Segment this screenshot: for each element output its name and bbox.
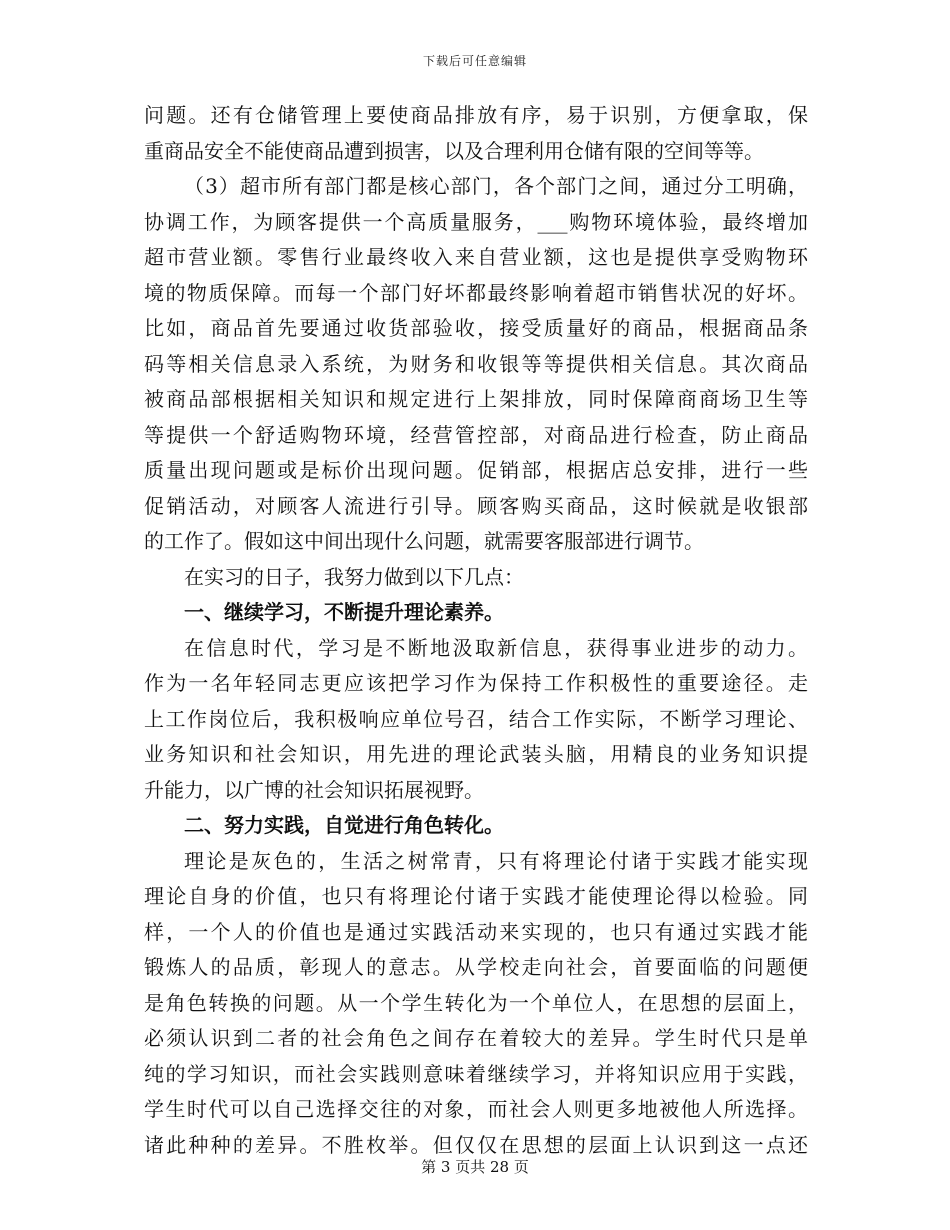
- text-line: 的工作了。假如这中间出现什么问题，就需要客服部进行调节。: [144, 529, 704, 553]
- text-line: 锻炼人的品质，彰现人的意志。从学校走向社会，首要面临的问题便: [144, 955, 808, 979]
- page-footer: 第 3 页共 28 页: [421, 1158, 529, 1176]
- text-line: 业务知识和社会知识，用先进的理论武装头脑，用精良的业务知识提: [144, 742, 808, 766]
- text-line: （3）超市所有部门都是核心部门，各个部门之间，通过分工明确，: [184, 174, 808, 198]
- text-line: 被商品部根据相关知识和规定进行上架排放，同时保障商商场卫生等: [144, 387, 808, 411]
- text-line: 升能力，以广博的社会知识拓展视野。: [144, 777, 484, 802]
- text-line: 是角色转换的问题。从一个学生转化为一个单位人，在思想的层面上，: [144, 990, 808, 1015]
- section-heading: 二、努力实践，自觉进行角色转化。: [184, 813, 504, 837]
- text-line: 诸此种种的差异。不胜枚举。但仅仅在思想的层面上认识到这一点还: [144, 1132, 808, 1157]
- text-line: 等提供一个舒适购物环境，经营管控部，对商品进行检查，防止商品: [144, 422, 808, 447]
- text-line: 理论是灰色的，生活之树常青，只有将理论付诸于实践才能实现: [184, 848, 808, 873]
- page-header: 下载后可任意编辑: [422, 54, 527, 68]
- text-line: 在实习的日子，我努力做到以下几点：: [184, 564, 524, 589]
- text-line: 促销活动，对顾客人流进行引导。顾客购买商品，这时候就是收银部: [144, 493, 808, 518]
- section-heading: 一、继续学习，不断提升理论素养。: [184, 600, 504, 624]
- text-line: 理论自身的价值，也只有将理论付诸于实践才能使理论得以检验。同: [144, 884, 808, 908]
- text-line: 在信息时代，学习是不断地汲取新信息，获得事业进步的动力。: [184, 635, 808, 660]
- text-line: 协调工作，为顾客提供一个高质量服务，___购物环境体验，最终增加: [144, 209, 808, 234]
- text-line: 学生时代可以自己选择交往的对象，而社会人则更多地被他人所选择。: [144, 1097, 808, 1121]
- text-line: 超市营业额。零售行业最终收入来自营业额，这也是提供享受购物环: [144, 245, 808, 269]
- text-line: 重商品安全不能使商品遭到损害，以及合理利用仓储有限的空间等等。: [144, 138, 764, 163]
- text-line: 纯的学习知识，而社会实践则意味着继续学习，并将知识应用于实践，: [144, 1061, 808, 1086]
- text-line: 上工作岗位后，我积极响应单位号召，结合工作实际，不断学习理论、: [144, 706, 808, 731]
- text-line: 作为一名年轻同志更应该把学习作为保持工作积极性的重要途径。走: [144, 671, 808, 695]
- text-line: 必须认识到二者的社会角色之间存在着较大的差异。学生时代只是单: [144, 1026, 808, 1050]
- text-line: 质量出现问题或是标价出现问题。促销部，根据店总安排，进行一些: [144, 458, 808, 482]
- text-line: 码等相关信息录入系统，为财务和收银等等提供相关信息。其次商品: [144, 351, 808, 376]
- text-line: 境的物质保障。而每一个部门好坏都最终影响着超市销售状况的好坏。: [144, 280, 808, 305]
- text-line: 问题。还有仓储管理上要使商品排放有序，易于识别，方便拿取，保: [144, 103, 808, 127]
- text-line: 样，一个人的价值也是通过实践活动来实现的，也只有通过实践才能: [144, 919, 808, 944]
- text-line: 比如，商品首先要通过收货部验收，接受质量好的商品，根据商品条: [144, 316, 808, 340]
- document-body: [144, 98, 808, 1163]
